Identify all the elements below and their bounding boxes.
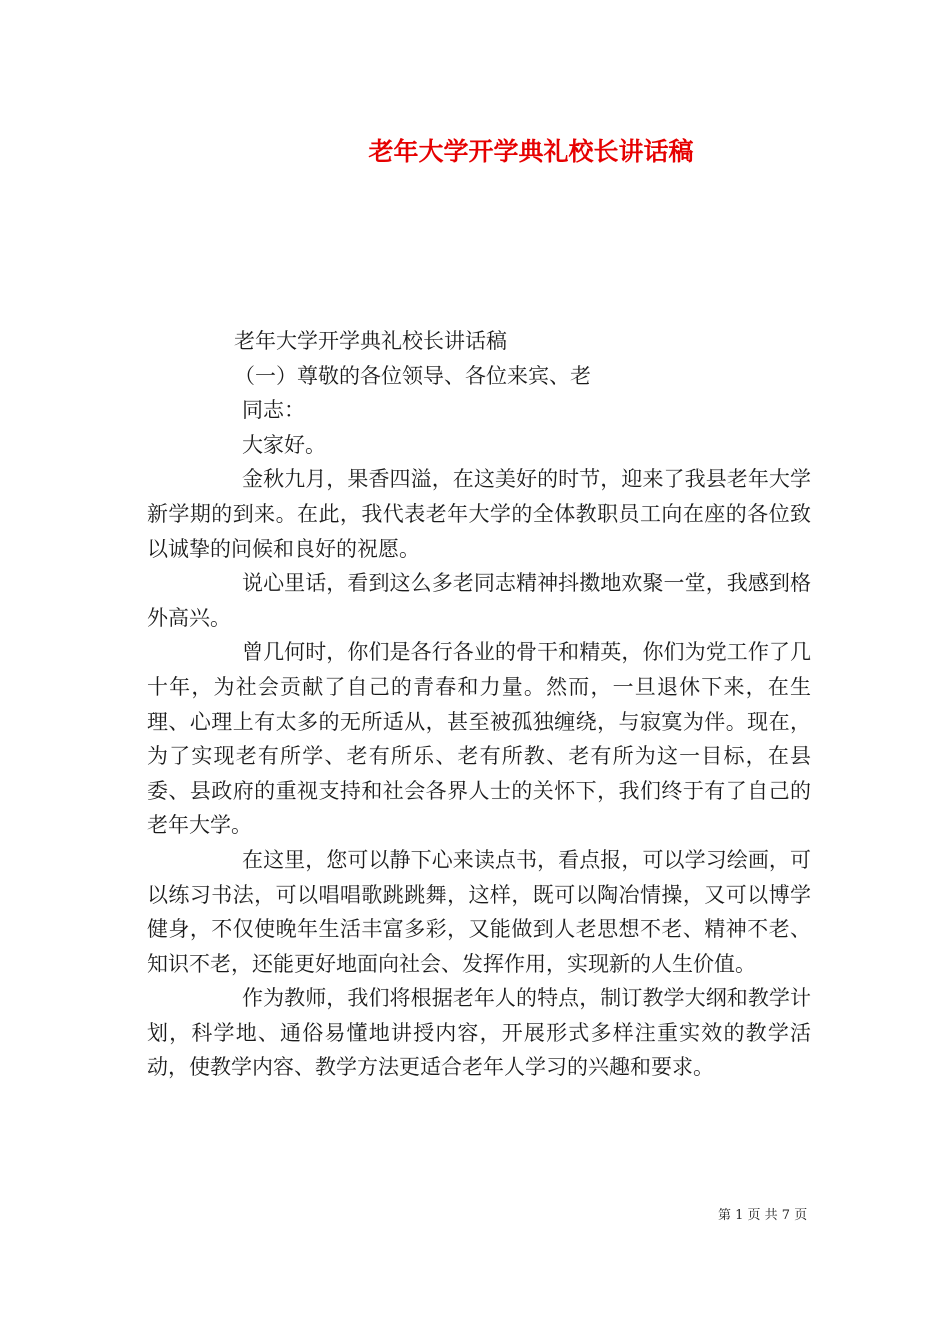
- speech-heading: 老年大学开学典礼校长讲话稿: [234, 329, 507, 353]
- greeting: 大家好。: [242, 432, 326, 457]
- paragraph-1: 金秋九月，果香四溢，在这美好的时节，迎来了我县老年大学新学期的到来。在此，我代表老年大学的全体教职员工向在座的各位致以诚挚的问候和良好的祝愿。: [147, 467, 811, 561]
- paragraph-3: 曾几何时，你们是各行各业的骨干和精英，你们为党工作了几十年，为社会贡献了自己的青春和力量。然而，一旦退休下来，在生理、心理上有太多的无所适从，甚至被孤独缠绕，与寂寞为伴。现在，为了实现老有所学、老有所乐、老有所教、老有所为这一目标，在县委、县政府的重视支持和社会各界人士的关怀下，我们终于有了自己的老年大学。: [147, 640, 811, 838]
- salutation-line: （一）尊敬的各位领导、各位来宾、老: [234, 363, 591, 388]
- document-body: [147, 324, 811, 1085]
- paragraph-4: 在这里，您可以静下心来读点书，看点报，可以学习绘画，可以练习书法，可以唱唱歌跳跳舞，这样，既可以陶冶情操，又可以博学健身，不仅使晚年生活丰富多彩，又能做到人老思想不老、精神不老、知识不老，还能更好地面向社会、发挥作用，实现新的人生价值。: [147, 847, 811, 976]
- paragraph-5: 作为教师，我们将根据老年人的特点，制订教学大纲和教学计划，科学地、通俗易懂地讲授内容，开展形式多样注重实效的教学活动，使教学内容、教学方法更适合老年人学习的兴趣和要求。: [147, 986, 811, 1080]
- salutation-continued: 同志：: [242, 398, 305, 423]
- document-title: 老年大学开学典礼校长讲话稿: [368, 137, 694, 166]
- page-footer: 第 1 页 共 7 页: [718, 1208, 808, 1223]
- paragraph-2: 说心里话，看到这么多老同志精神抖擞地欢聚一堂，我感到格外高兴。: [147, 571, 811, 630]
